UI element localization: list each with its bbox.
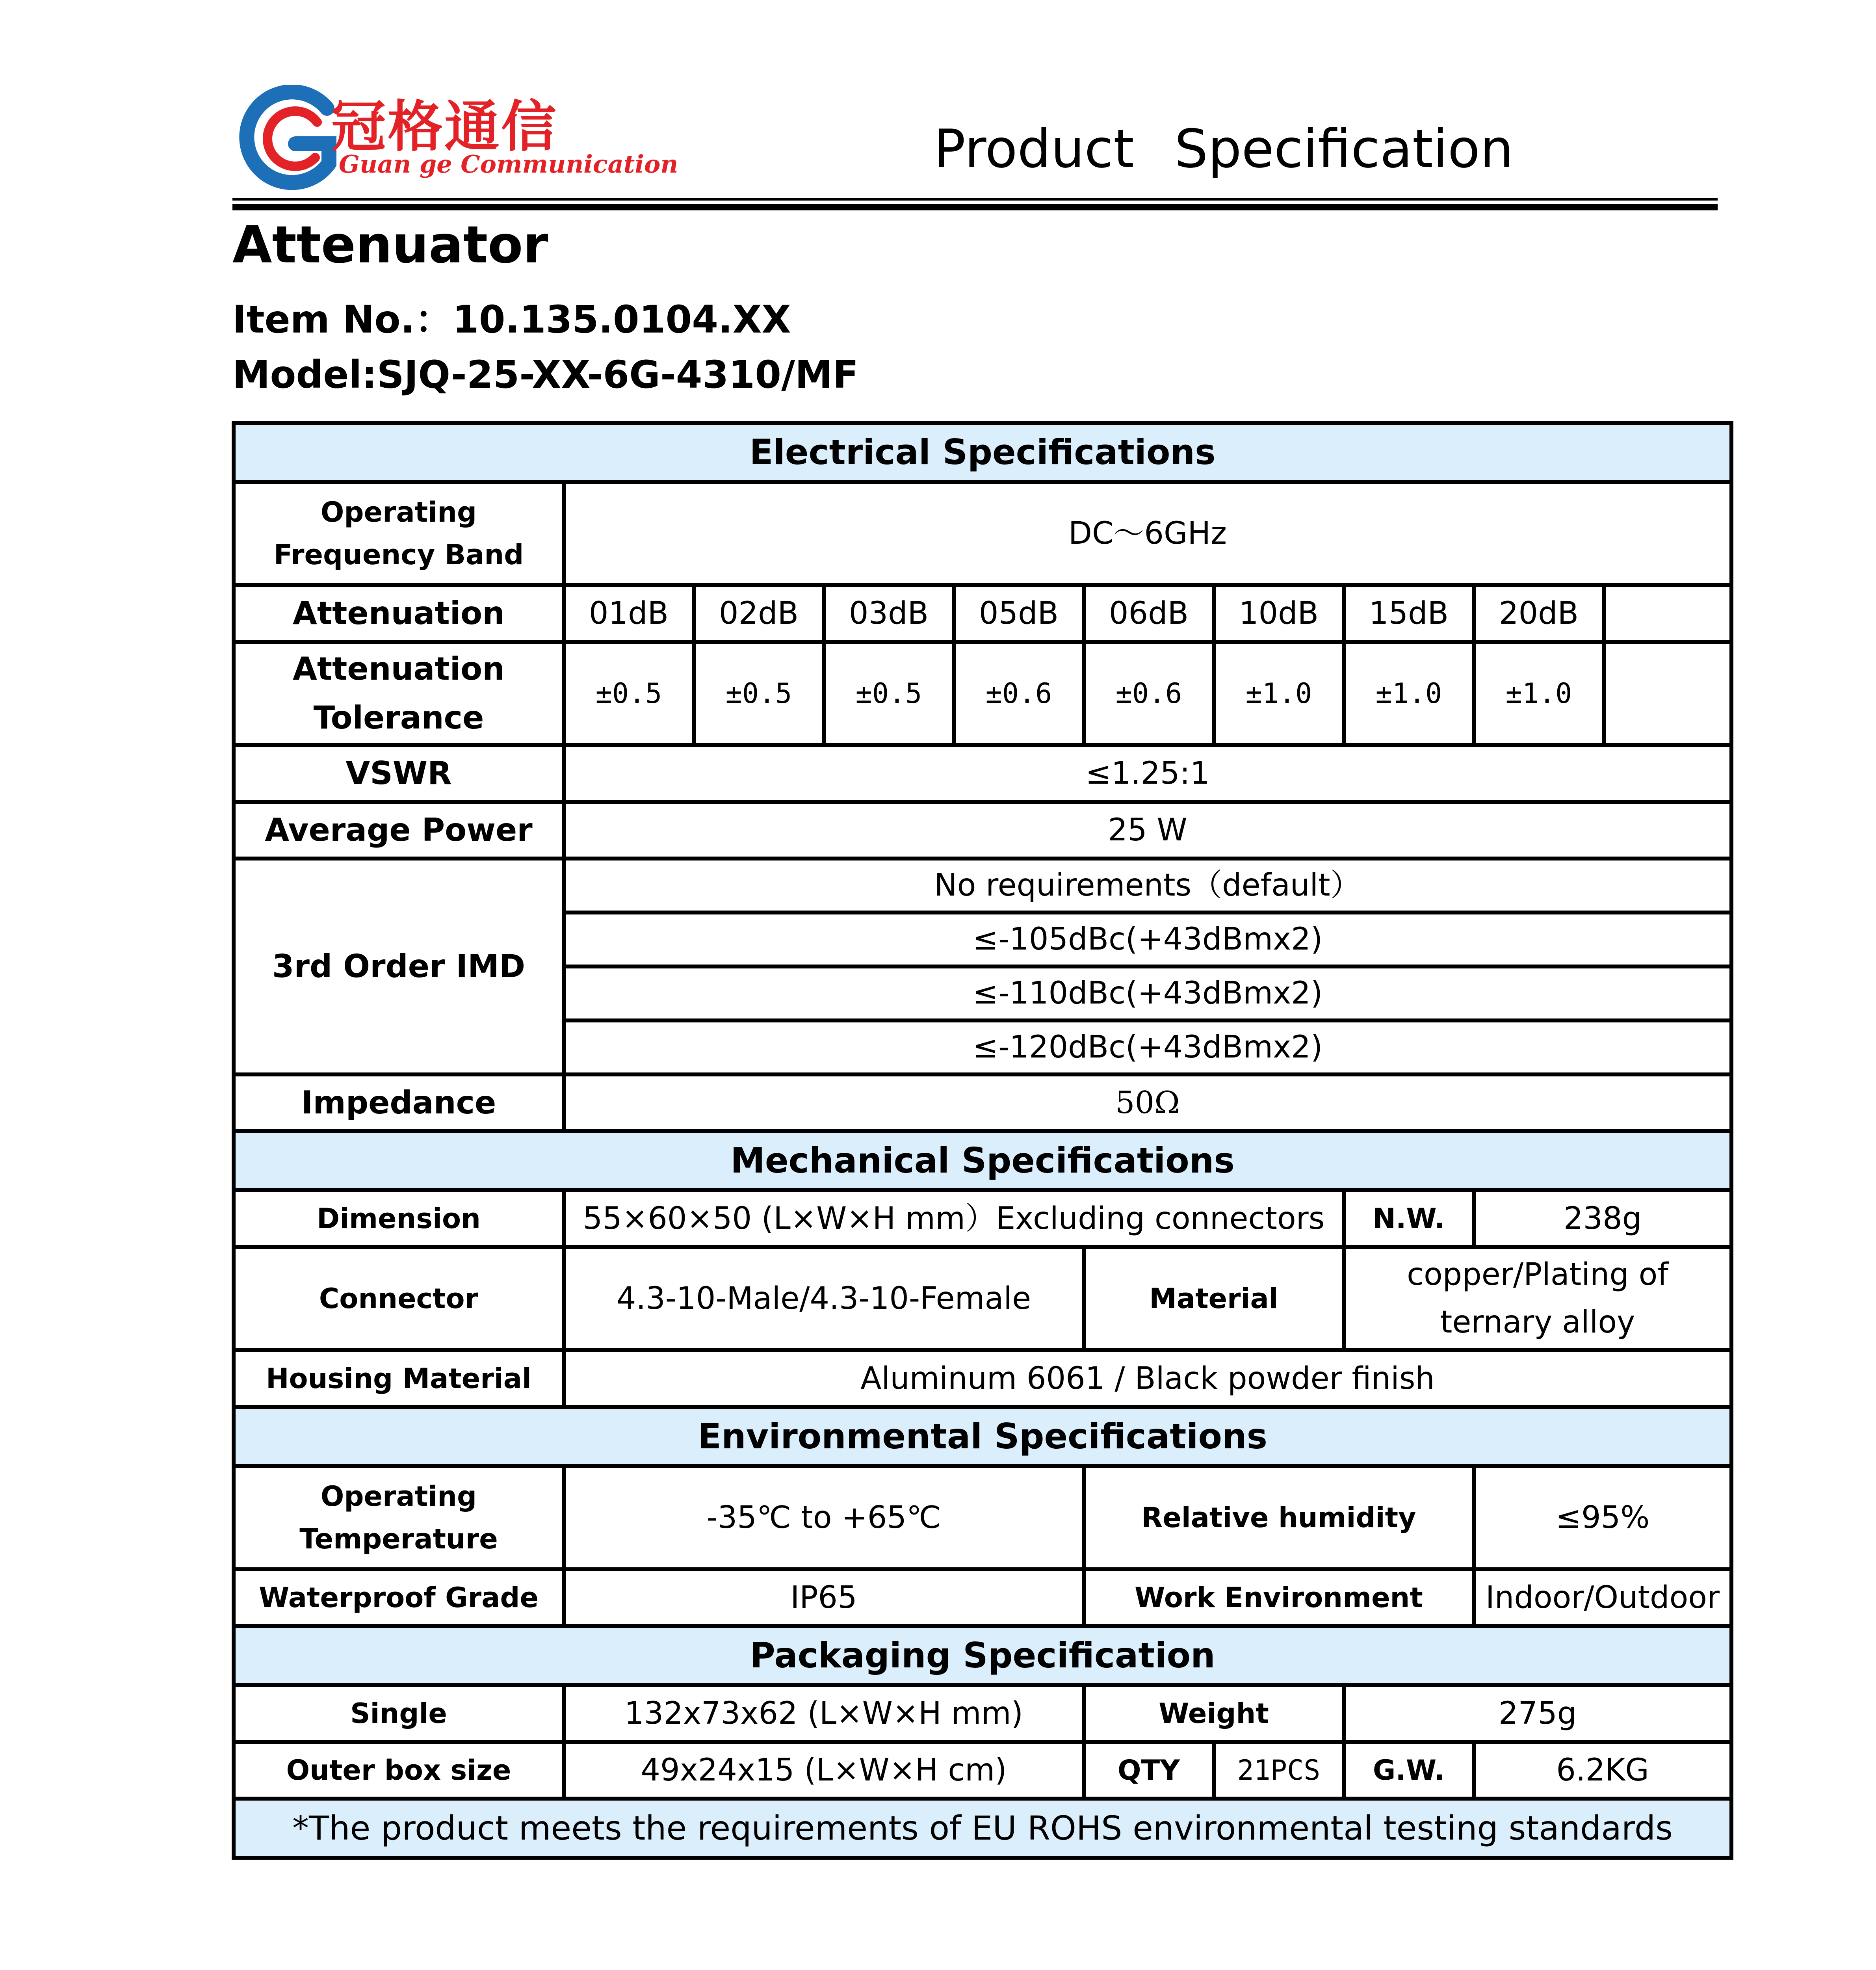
weight-value: 275g (1344, 1685, 1731, 1742)
housing-material-value: Aluminum 6061 / Black powder finish (564, 1350, 1731, 1407)
tolerance-value: ±0.6 (954, 642, 1084, 745)
frequency-band-value: DC～6GHz (564, 482, 1731, 585)
net-weight-value: 238g (1474, 1190, 1731, 1247)
weight-label: Weight (1084, 1685, 1344, 1742)
mechanical-section-title: Mechanical Specifications (234, 1131, 1731, 1190)
attenuation-value: 05dB (954, 585, 1084, 642)
header-rule-thick (232, 204, 1718, 210)
material-value: copper/Plating of ternary alloy (1344, 1247, 1731, 1350)
tolerance-value: ±1.0 (1474, 642, 1604, 745)
vswr-label: VSWR (234, 745, 564, 802)
tolerance-empty-cell (1604, 642, 1731, 745)
tolerance-value: ±1.0 (1344, 642, 1474, 745)
tolerance-value: ±0.6 (1084, 642, 1214, 745)
connector-value: 4.3-10-Male/4.3-10-Female (564, 1247, 1084, 1350)
attenuation-label: Attenuation (234, 585, 564, 642)
net-weight-label: N.W. (1344, 1190, 1474, 1247)
imd-value: ≤-105dBc(+43dBmx2) (564, 913, 1731, 966)
imd-value: ≤-120dBc(+43dBmx2) (564, 1020, 1731, 1074)
relative-humidity-label: Relative humidity (1084, 1466, 1474, 1569)
average-power-value: 25 W (564, 802, 1731, 859)
relative-humidity-value: ≤95% (1474, 1466, 1731, 1569)
company-logo-icon (236, 85, 343, 195)
attenuation-value: 10dB (1214, 585, 1344, 642)
attenuation-empty-cell (1604, 585, 1731, 642)
product-name: Attenuator (232, 215, 548, 275)
attenuation-value: 01dB (564, 585, 694, 642)
dimension-label: Dimension (234, 1190, 564, 1247)
waterproof-grade-value: IP65 (564, 1569, 1084, 1626)
imd-value: No requirements（default） (564, 859, 1731, 913)
imd-value: ≤-110dBc(+43dBmx2) (564, 966, 1731, 1020)
tolerance-value: ±0.5 (824, 642, 954, 745)
quantity-label: QTY (1084, 1742, 1214, 1799)
tolerance-value: ±1.0 (1214, 642, 1344, 745)
vswr-value: ≤1.25:1 (564, 745, 1731, 802)
housing-material-label: Housing Material (234, 1350, 564, 1407)
waterproof-grade-label: Waterproof Grade (234, 1569, 564, 1626)
frequency-band-label: Operating Frequency Band (234, 482, 564, 585)
operating-temperature-value: -35℃ to +65℃ (564, 1466, 1084, 1569)
work-environment-label: Work Environment (1084, 1569, 1474, 1626)
connector-label: Connector (234, 1247, 564, 1350)
model-number: Model:SJQ-25-XX-6G-4310/MF (232, 353, 859, 397)
logo-english-name: Guan ge Communication (339, 150, 678, 178)
environmental-section-title: Environmental Specifications (234, 1407, 1731, 1466)
imd-label: 3rd Order IMD (234, 859, 564, 1074)
tolerance-value: ±0.5 (694, 642, 824, 745)
gross-weight-label: G.W. (1344, 1742, 1474, 1799)
attenuation-value: 15dB (1344, 585, 1474, 642)
logo-chinese-name: 冠格通信 (331, 95, 558, 159)
attenuation-value: 20dB (1474, 585, 1604, 642)
material-label: Material (1084, 1247, 1344, 1350)
attenuation-value: 03dB (824, 585, 954, 642)
outer-box-value: 49x24x15 (L×W×H cm) (564, 1742, 1084, 1799)
single-package-label: Single (234, 1685, 564, 1742)
average-power-label: Average Power (234, 802, 564, 859)
work-environment-value: Indoor/Outdoor (1474, 1569, 1731, 1626)
attenuation-value: 02dB (694, 585, 824, 642)
gross-weight-value: 6.2KG (1474, 1742, 1731, 1799)
document-title: Product Specification (934, 118, 1514, 180)
impedance-value: 50Ω (564, 1074, 1731, 1131)
dimension-drawings (0, 1950, 1876, 1970)
packaging-section-title: Packaging Specification (234, 1626, 1731, 1685)
header-rule-thin (232, 198, 1718, 201)
attenuation-value: 06dB (1084, 585, 1214, 642)
rohs-note: *The product meets the requirements of EU ROHS environmental testing standards (234, 1799, 1731, 1858)
electrical-section-title: Electrical Specifications (234, 423, 1731, 482)
item-number: Item No.：10.135.0104.XX (232, 297, 791, 342)
quantity-value: 21PCS (1214, 1742, 1344, 1799)
single-package-value: 132x73x62 (L×W×H mm) (564, 1685, 1084, 1742)
operating-temperature-label: Operating Temperature (234, 1466, 564, 1569)
tolerance-label: Attenuation Tolerance (234, 642, 564, 745)
tolerance-value: ±0.5 (564, 642, 694, 745)
dimension-value: 55×60×50 (L×W×H mm）Excluding connectors (564, 1190, 1344, 1247)
specification-table (232, 421, 1733, 1860)
impedance-label: Impedance (234, 1074, 564, 1131)
outer-box-label: Outer box size (234, 1742, 564, 1799)
